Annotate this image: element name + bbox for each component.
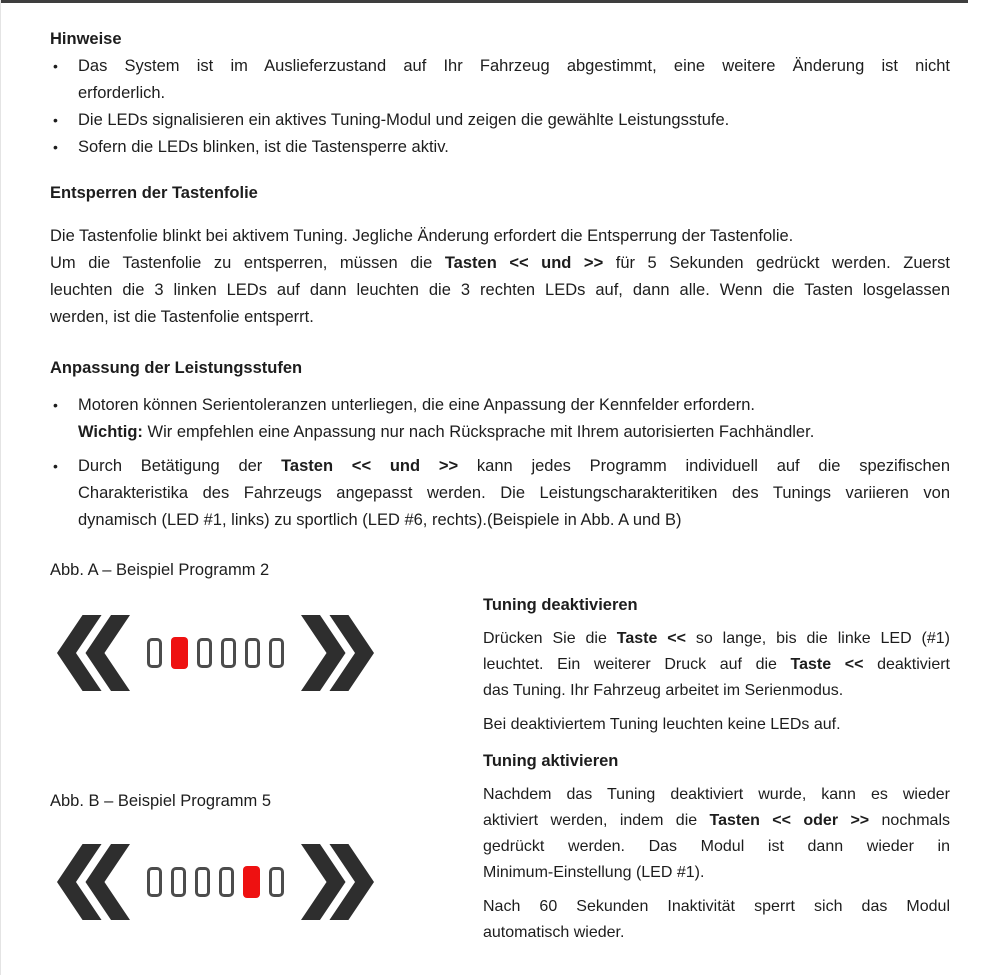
main-text-column <box>50 26 950 534</box>
led-indicator-on <box>171 637 188 669</box>
figures-column <box>50 557 483 920</box>
text-line: Durch Betätigung der Tasten << und >> kann jedes Programm individuell auf die spezifischen <box>78 457 950 475</box>
text-line: Motoren können Serientoleranzen unterliegen, die eine Anpassung der Kennfelder erfordern. <box>78 396 755 414</box>
text-line: automatisch wieder. <box>483 924 625 941</box>
heading-hinweise: Hinweise <box>50 30 122 48</box>
text-line: Sofern die LEDs blinken, ist die Tastensperre aktiv. <box>78 138 449 156</box>
bullet-dot: • <box>53 458 58 474</box>
note-item <box>50 107 950 134</box>
adjust-item <box>50 453 950 534</box>
led-row <box>147 866 284 898</box>
led-indicator-off <box>221 638 236 668</box>
adjust-text <box>78 453 950 534</box>
bullet-dot: • <box>53 397 58 413</box>
figure-a-label: Abb. A – Beispiel Programm 2 <box>50 561 270 579</box>
text-line: Die Tastenfolie blinkt bei aktivem Tuning. Jegliche Änderung erfordert die Entsperrung der Tastenfolie. <box>50 227 794 245</box>
text-line: Minimum-Einstellung (LED #1). <box>483 864 705 881</box>
led-indicator-on <box>243 866 260 898</box>
double-chevron-left-icon <box>57 844 130 920</box>
text-line: werden, ist die Tastenfolie entsperrt. <box>50 308 314 326</box>
unlock-paragraph <box>50 223 950 331</box>
text-line: Das System ist im Auslieferzustand auf Ihr Fahrzeug abgestimmt, eine weitere Änderung ist nicht <box>78 57 950 75</box>
deactivate-note <box>483 712 950 738</box>
text-line: Nach 60 Sekunden Inaktivität sperrt sich das Modul <box>483 898 950 915</box>
note-text <box>78 107 950 134</box>
double-chevron-right-icon <box>301 844 374 920</box>
led-indicator-off <box>197 638 212 668</box>
tuning-column <box>483 592 950 946</box>
text-line: erforderlich. <box>78 84 166 102</box>
led-indicator-off <box>245 638 260 668</box>
heading-anpassung: Anpassung der Leistungsstufen <box>50 359 303 377</box>
window-top-edge <box>0 0 968 3</box>
activate-paragraph <box>483 782 950 886</box>
text-line: dynamisch (LED #1, links) zu sportlich (LED #6, rechts).(Beispiele in Abb. A und B) <box>78 511 682 529</box>
heading-tuning-aktivieren: Tuning aktivieren <box>483 752 619 770</box>
bullet-dot: • <box>53 112 58 128</box>
figure-b-label: Abb. B – Beispiel Programm 5 <box>50 792 272 810</box>
text-line: aktiviert werden, indem die Tasten << oder >> nochmals <box>483 812 951 829</box>
led-indicator-off <box>147 638 162 668</box>
led-indicator-off <box>269 638 284 668</box>
text-line: leuchten die 3 linken LEDs auf dann leuchten die 3 rechten LEDs auf, dann alle. Wenn die Tasten losgelassen <box>50 281 950 299</box>
note-text <box>78 134 950 161</box>
led-indicator-off <box>171 867 186 897</box>
adjust-item <box>50 392 950 446</box>
text-line: Nachdem das Tuning deaktiviert wurde, kann es wieder <box>483 786 950 803</box>
note-text <box>78 53 950 107</box>
led-indicator-off <box>269 867 284 897</box>
text-line: Drücken Sie die Taste << so lange, bis die linke LED (#1) <box>483 630 951 647</box>
heading-entsperren: Entsperren der Tastenfolie <box>50 184 258 202</box>
bullet-dot: • <box>53 139 58 155</box>
text-line: gedrückt werden. Das Modul ist dann wieder in <box>483 838 950 855</box>
heading-tuning-deaktivieren: Tuning deaktivieren <box>483 596 638 614</box>
window-left-edge <box>0 0 1 975</box>
bullet-dot: • <box>53 58 58 74</box>
text-line: Bei deaktiviertem Tuning leuchten keine LEDs auf. <box>483 716 841 733</box>
text-line: leuchtet. Ein weiterer Druck auf die Taste << deaktiviert <box>483 656 950 673</box>
text-line: Wichtig: Wir empfehlen eine Anpassung nur nach Rücksprache mit Ihrem autorisierten Fachhändler. <box>78 423 815 441</box>
figure-a-diagram <box>50 615 483 691</box>
note-item <box>50 53 950 107</box>
activate-note <box>483 894 950 946</box>
deactivate-paragraph <box>483 626 950 704</box>
text-line: Die LEDs signalisieren ein aktives Tuning-Modul und zeigen die gewählte Leistungsstufe. <box>78 111 730 129</box>
adjust-text <box>78 392 950 446</box>
text-line: Charakteristika des Fahrzeugs angepasst werden. Die Leistungscharakteritiken des Tunings variieren von <box>78 484 950 502</box>
figure-b-diagram <box>50 844 483 920</box>
led-row <box>147 637 284 669</box>
led-indicator-off <box>195 867 210 897</box>
led-indicator-off <box>147 867 162 897</box>
text-line: das Tuning. Ihr Fahrzeug arbeitet im Serienmodus. <box>483 682 844 699</box>
double-chevron-left-icon <box>57 615 130 691</box>
note-item <box>50 134 950 161</box>
text-line: Um die Tastenfolie zu entsperren, müssen die Tasten << und >> für 5 Sekunden gedrückt werden. Zuerst <box>50 254 950 272</box>
led-indicator-off <box>219 867 234 897</box>
double-chevron-right-icon <box>301 615 374 691</box>
